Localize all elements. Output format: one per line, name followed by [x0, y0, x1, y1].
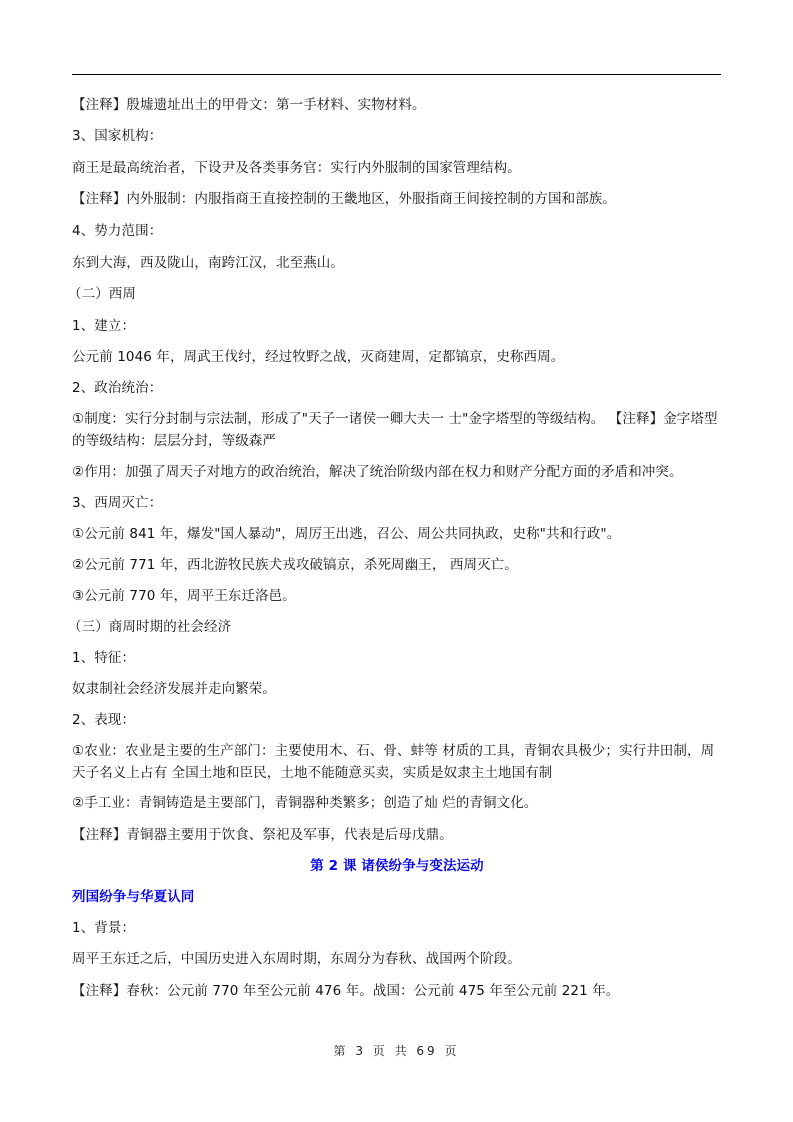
paragraph-shang-king: 商王是最高统治者，下设尹及各类事务官：实行内外服制的国家管理结构。 [72, 160, 521, 176]
subheading-background: 1、背景： [72, 920, 136, 936]
header-rule [72, 74, 721, 75]
section-heading-economy: （三）商周时期的社会经济 [68, 619, 232, 635]
subheading-political-rule: 2、政治统治： [72, 380, 163, 396]
subheading-characteristics: 1、特征： [72, 650, 136, 666]
paragraph-characteristics: 奴隶制社会经济发展并走向繁荣。 [72, 681, 276, 697]
subheading-fall-of-western-zhou: 3、西周灭亡： [72, 495, 163, 511]
paragraph-effect: ②作用：加强了周天子对地方的政治统治，解决了统治阶级内部在权力和财产分配方面的矛盾和冲突。 [72, 464, 683, 480]
paragraph-establishment: 公元前 1046 年，周武王伐纣，经过牧野之战，灭商建周，定都镐京，史称西周。 [72, 349, 565, 365]
lesson-title: 第 2 课 诸侯纷争与变法运动 [310, 858, 484, 874]
paragraph-system: ①制度：实行分封制与宗法制，形成了"天子一诸侯一卿大夫一 士"金字塔型的等级结构。 【注释】金字塔型的等级结构：层层分封，等级森严 [72, 411, 718, 449]
annotation-inner-outer-service: 【注释】内外服制：内服指商王直接控制的王畿地区，外服指商王间接控制的方国和部族。 [72, 191, 616, 207]
paragraph-handicraft: ②手工业：青铜铸造是主要部门，青铜器种类繁多；创造了灿 烂的青铜文化。 [72, 795, 538, 811]
paragraph-770bc: ③公元前 770 年，周平王东迁洛邑。 [72, 588, 296, 604]
subheading-establishment: 1、建立： [72, 318, 136, 334]
paragraph-territory: 东到大海，西及陇山，南跨江汉，北至燕山。 [72, 255, 344, 271]
subheading-territory: 4、势力范围： [72, 223, 163, 239]
paragraph-background: 周平王东迁之后，中国历史进入东周时期，东周分为春秋、战国两个阶段。 [72, 951, 521, 967]
annotation-bronze: 【注释】青铜器主要用于饮食、祭祀及军事，代表是后母戊鼎。 [72, 827, 453, 843]
paragraph-771bc: ②公元前 771 年，西北游牧民族犬戎攻破镐京，杀死周幽王， 西周灭亡。 [72, 557, 518, 573]
page-number: 第 3 页 共 69 页 [333, 1044, 460, 1058]
paragraph-agriculture: ①农业：农业是主要的生产部门：主要使用木、石、骨、蚌等 材质的工具，青铜农具极少；实行井田制，周天子名义上占有 全国土地和臣民，土地不能随意买卖，实质是奴隶主土地国有制 [72, 743, 715, 781]
section-heading-western-zhou: （二）西周 [68, 286, 136, 302]
annotation-periods: 【注释】春秋：公元前 770 年至公元前 476 年。战国：公元前 475 年至公元前 221 年。 [72, 983, 620, 999]
subheading-state-organization: 3、国家机构： [72, 128, 163, 144]
section-heading-states-rivalry: 列国纷争与华夏认同 [72, 889, 195, 905]
paragraph-841bc: ①公元前 841 年，爆发"国人暴动"，周厉王出逃，召公、周公共同执政，史称"共和行政"。 [72, 526, 621, 542]
subheading-manifestations: 2、表现： [72, 712, 136, 728]
annotation-oracle-bones: 【注释】殷墟遗址出土的甲骨文：第一手材料、实物材料。 [72, 97, 426, 113]
